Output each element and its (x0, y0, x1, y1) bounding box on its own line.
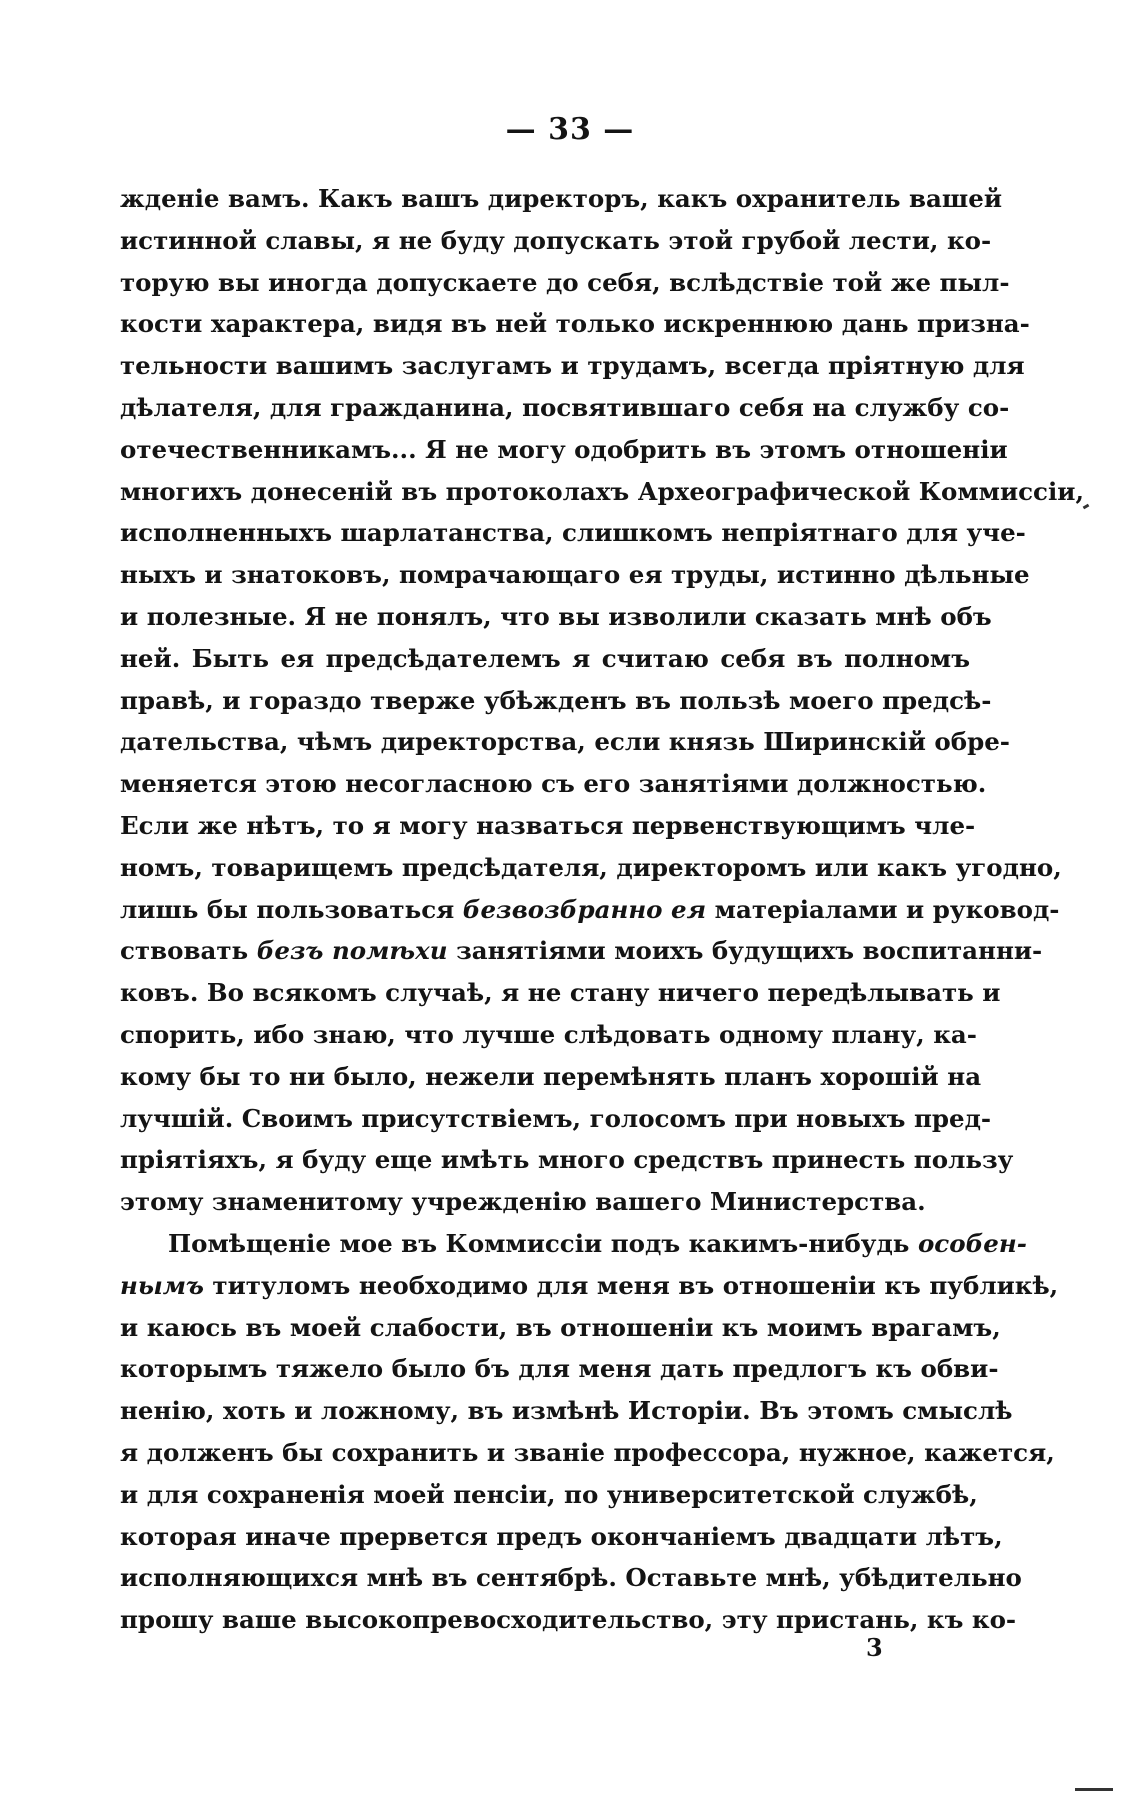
line-text: которая иначе прервется предъ окончаніемъ двадцати лѣтъ, (120, 1521, 1003, 1551)
text-line (120, 220, 992, 262)
text-line (120, 387, 1010, 429)
line-text: тельности вашимъ заслугамъ и трудамъ, всегда пріятную для (120, 351, 1025, 381)
line-text: кости характера, видя въ ней только искреннюю дань призна- (120, 309, 1030, 339)
line-text: меняется этою несогласною съ его занятіями должностью. (120, 769, 987, 799)
line-text: спорить, ибо знаю, что лучше слѣдовать одному плану, ка- (120, 1019, 977, 1049)
text-line (120, 638, 970, 680)
line-text: которымъ тяжело было бъ для меня дать предлогъ къ обви- (120, 1354, 999, 1384)
signature-mark: 3 (866, 1633, 883, 1662)
line-text: прошу ваше высокопревосходительство, эту пристань, къ ко- (120, 1605, 1017, 1635)
text-line (120, 1348, 999, 1390)
text-line (120, 303, 1030, 345)
text-line (120, 1390, 1013, 1432)
page-number: — 33 — (505, 112, 635, 147)
text-line (120, 471, 1084, 513)
text-line (120, 1557, 1022, 1599)
text-line (120, 972, 1001, 1014)
stray-mark (1075, 1788, 1113, 1791)
text-line (120, 1014, 977, 1056)
line-text: и для сохраненія моей пенсіи, по университетской службѣ, (120, 1479, 978, 1509)
body-text (120, 178, 1084, 1641)
line-text: занятіями моихъ будущихъ воспитанни- (447, 936, 1043, 966)
text-line (120, 512, 1026, 554)
line-text: торую вы иногда допускаете до себя, вслѣдствіе той же пыл- (120, 267, 1010, 297)
text-line (120, 429, 1008, 471)
line-text: исполняющихся мнѣ въ сентябрѣ. Оставьте мнѣ, убѣдительно (120, 1563, 1022, 1593)
line-text: ствовать (120, 936, 257, 966)
line-text: жденіе вамъ. Какъ вашъ директоръ, какъ охранитель вашей (120, 184, 1003, 213)
text-line (120, 1599, 1017, 1641)
line-text: правѣ, и гораздо тверже убѣжденъ въ пользѣ моего предсѣ- (120, 685, 992, 715)
line-text: ней. Быть ея предсѣдателемъ я считаю себя въ полномъ (120, 643, 970, 673)
line-text: пріятіяхъ, я буду еще имѣть много средствъ принесть пользу (120, 1145, 1014, 1175)
italic-text: безвозбранно ея (462, 894, 707, 924)
line-text: многихъ донесеній въ протоколахъ Археографической Коммиссіи, (120, 476, 1084, 506)
text-line (120, 1139, 1014, 1181)
line-text: я долженъ бы сохранить и званіе профессора, нужное, кажется, (120, 1437, 1055, 1467)
text-line (120, 554, 1030, 596)
text-line (120, 680, 992, 722)
line-text: истинной славы, я не буду допускать этой грубой лести, ко- (120, 225, 992, 255)
paragraph (120, 1223, 1059, 1641)
line-text: этому знаменитому учрежденію вашего Министерства. (120, 1187, 926, 1217)
line-text: ныхъ и знатоковъ, помрачающаго ея труды, истинно дѣльные (120, 560, 1030, 590)
text-line (120, 763, 987, 805)
line-text: Если же нѣтъ, то я могу назваться первенствующимъ чле- (120, 810, 976, 840)
text-line (120, 1056, 982, 1098)
text-line (120, 805, 976, 847)
text-line (120, 721, 1010, 763)
paragraph (120, 178, 1084, 1223)
line-text: лучшій. Своимъ присутствіемъ, голосомъ при новыхъ пред- (120, 1103, 992, 1133)
text-line (120, 1265, 1059, 1307)
text-line (120, 596, 992, 638)
text-line (120, 847, 1062, 889)
text-line (120, 1307, 1001, 1349)
text-line (120, 1181, 970, 1223)
line-text: лишь бы пользоваться (120, 894, 463, 924)
line-text: ненію, хоть и ложному, въ измѣнѣ Исторіи. Въ этомъ смыслѣ (120, 1396, 1013, 1426)
text-line (120, 178, 1003, 220)
line-text: исполненныхъ шарлатанства, слишкомъ непріятнаго для уче- (120, 518, 1026, 548)
italic-text: особен- (917, 1228, 1027, 1258)
line-text: матеріалами и руковод- (706, 894, 1060, 924)
line-text: и полезные. Я не понялъ, что вы изволили сказать мнѣ объ (120, 601, 992, 631)
line-text: Помѣщеніе мое въ Коммиссіи подъ какимъ-нибудь (168, 1228, 918, 1258)
line-text: и каюсь въ моей слабости, въ отношеніи къ моимъ врагамъ, (120, 1312, 1001, 1342)
line-text: отечественникамъ... Я не могу одобрить въ этомъ отношеніи (120, 434, 1008, 464)
line-text: дѣлателя, для гражданина, посвятившаго себя на службу со- (120, 392, 1010, 422)
text-line (120, 1223, 1027, 1265)
text-line (120, 262, 1010, 304)
text-line (120, 345, 1025, 387)
text-line (120, 930, 1043, 972)
text-line (120, 1098, 992, 1140)
line-text: дательства, чѣмъ директорства, если князь Ширинскій обре- (120, 727, 1010, 757)
text-line (120, 1432, 1055, 1474)
line-text: титуломъ необходимо для меня въ отношеніи къ публикѣ, (203, 1270, 1059, 1300)
line-text: номъ, товарищемъ предсѣдателя, директоромъ или какъ угодно, (120, 852, 1062, 882)
text-line (120, 1474, 978, 1516)
italic-text: безъ помѣхи (256, 936, 448, 966)
text-line (120, 1516, 1003, 1558)
text-line (120, 889, 1060, 931)
italic-text: нымъ (120, 1270, 204, 1300)
line-text: кому бы то ни было, нежели перемѣнять планъ хорошій на (120, 1061, 982, 1091)
line-text: ковъ. Во всякомъ случаѣ, я не стану ничего передѣлывать и (120, 978, 1001, 1008)
